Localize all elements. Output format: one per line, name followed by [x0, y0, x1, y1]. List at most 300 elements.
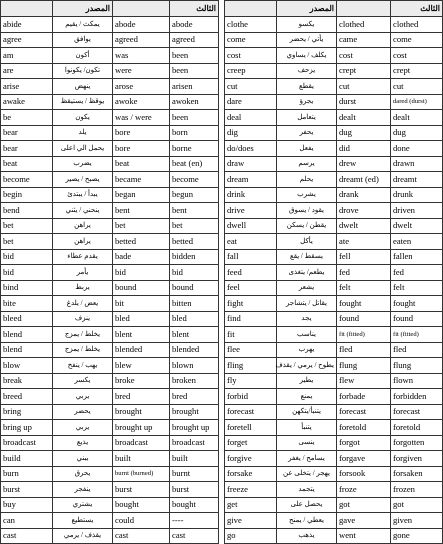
verb-past-cell: brought up [113, 420, 170, 436]
verb-base-cell: be [1, 110, 53, 126]
arabic-meaning-cell: يحفر [277, 125, 337, 141]
verb-participle-cell: bred [170, 389, 219, 405]
verb-participle-cell: fed [391, 265, 443, 281]
verb-participle-cell: bid [170, 265, 219, 281]
verb-past-cell: blew [113, 358, 170, 374]
verb-participle-cell: bent [170, 203, 219, 219]
verb-base-cell: bet [1, 234, 53, 250]
verb-participle-cell: bought [170, 497, 219, 513]
verb-base-cell: break [1, 373, 53, 389]
table-row [225, 497, 443, 513]
verb-past-cell: dug [337, 125, 391, 141]
arabic-meaning-cell: يجرؤ [277, 94, 337, 110]
arabic-meaning-cell: يحصل على [277, 497, 337, 513]
verb-participle-cell: brought up [170, 420, 219, 436]
table-row [225, 32, 443, 48]
table-row [225, 451, 443, 467]
verb-participle-cell: given [391, 513, 443, 529]
verb-base-cell: bear [1, 141, 53, 157]
arabic-meaning-cell: يمنع [277, 389, 337, 405]
table-row [1, 249, 219, 265]
verb-past-cell: cast [113, 528, 170, 544]
verb-past-cell: forsook [337, 466, 391, 482]
arabic-meaning-cell: ينفجر [53, 482, 113, 498]
verb-base-cell: cast [1, 528, 53, 544]
table-row [225, 358, 443, 374]
verb-past-cell: broke [113, 373, 170, 389]
verb-base-cell: can [1, 513, 53, 529]
verb-base-cell: bind [1, 280, 53, 296]
verb-participle-cell: driven [391, 203, 443, 219]
arabic-meaning-cell: يعطي / يمنح [277, 513, 337, 529]
table-row [225, 234, 443, 250]
verb-base-cell: awake [1, 94, 53, 110]
arabic-meaning-cell: يحلم [277, 172, 337, 188]
arabic-meaning-cell: يربي [53, 420, 113, 436]
table-row [225, 218, 443, 234]
table-row [225, 404, 443, 420]
verb-participle-cell: fought [391, 296, 443, 312]
verb-past-cell: fit (fitted) [337, 327, 391, 343]
verb-past-cell: bade [113, 249, 170, 265]
table-row [225, 373, 443, 389]
arabic-meaning-cell: تكون/ يكونوا [53, 63, 113, 79]
arabic-meaning-cell: يذيع [53, 435, 113, 451]
verb-base-cell: broadcast [1, 435, 53, 451]
arabic-meaning-cell: يحرق [53, 466, 113, 482]
table-row [225, 156, 443, 172]
verb-base-cell: dream [225, 172, 277, 188]
table-row [1, 17, 219, 33]
verb-participle-cell: abode [170, 17, 219, 33]
arabic-meaning-cell: يقطن / يسكن [277, 218, 337, 234]
verb-past-cell: flew [337, 373, 391, 389]
verb-participle-cell: dared (durst) [391, 94, 443, 110]
verb-base-cell: begin [1, 187, 53, 203]
table-row [225, 513, 443, 529]
verb-base-cell: bet [1, 218, 53, 234]
verb-past-cell: arose [113, 79, 170, 95]
verb-past-cell: froze [337, 482, 391, 498]
verb-past-cell: forecast [337, 404, 391, 420]
arabic-meaning-cell: يرسم [277, 156, 337, 172]
verb-past-cell: did [337, 141, 391, 157]
verb-base-cell: blend [1, 342, 53, 358]
column-header [337, 1, 391, 17]
verb-past-cell: could [113, 513, 170, 529]
arabic-meaning-cell: ينهض [53, 79, 113, 95]
verb-base-cell: breed [1, 389, 53, 405]
table-row [1, 63, 219, 79]
arabic-meaning-cell: يصبح / يصير [53, 172, 113, 188]
verb-participle-cell: eaten [391, 234, 443, 250]
verb-base-cell: fall [225, 249, 277, 265]
arabic-meaning-cell: ينسى [277, 435, 337, 451]
verb-base-cell: blow [1, 358, 53, 374]
arabic-meaning-cell: يتنبأ [277, 420, 337, 436]
verb-base-cell: dwell [225, 218, 277, 234]
verb-base-cell: forgive [225, 451, 277, 467]
verb-past-cell: foretold [337, 420, 391, 436]
verb-participle-cell: dreamt [391, 172, 443, 188]
arabic-meaning-cell: يكلف / يساوي [277, 48, 337, 64]
arabic-meaning-cell: يجد [277, 311, 337, 327]
verb-participle-cell: bidden [170, 249, 219, 265]
table-row [1, 327, 219, 343]
table-row [225, 420, 443, 436]
verb-base-cell: become [1, 172, 53, 188]
verb-participle-cell: forsaken [391, 466, 443, 482]
arabic-meaning-cell: يتجمد [277, 482, 337, 498]
verb-past-cell: bet [113, 218, 170, 234]
table-row [1, 296, 219, 312]
verb-past-cell: forgot [337, 435, 391, 451]
arabic-meaning-cell: يأكل [277, 234, 337, 250]
column-header [113, 1, 170, 17]
arabic-meaning-cell: يقود / يسوق [277, 203, 337, 219]
verb-past-cell: bore [113, 141, 170, 157]
table-row [225, 389, 443, 405]
verb-past-cell: got [337, 497, 391, 513]
verb-base-cell: find [225, 311, 277, 327]
arabic-meaning-cell: يشرب [277, 187, 337, 203]
table-row [1, 32, 219, 48]
arabic-meaning-cell: يقطع [277, 79, 337, 95]
verb-base-cell: are [1, 63, 53, 79]
table-row [225, 280, 443, 296]
verb-past-cell: broadcast [113, 435, 170, 451]
verb-participle-cell: dealt [391, 110, 443, 126]
arabic-meaning-cell: يضرب [53, 156, 113, 172]
verb-participle-cell: burst [170, 482, 219, 498]
verb-base-cell: fight [225, 296, 277, 312]
verb-participle-cell: borne [170, 141, 219, 157]
arabic-meaning-cell: يراهن [53, 234, 113, 250]
verb-past-cell: awoke [113, 94, 170, 110]
arabic-meaning-cell: يحمل الي اعلى [53, 141, 113, 157]
verb-base-cell: drive [225, 203, 277, 219]
table-row [225, 327, 443, 343]
verb-past-cell: dwelt [337, 218, 391, 234]
verb-participle-cell: been [170, 48, 219, 64]
arabic-meaning-cell: يطير [277, 373, 337, 389]
verb-past-cell: bound [113, 280, 170, 296]
column-header: المصدر [53, 1, 113, 17]
verb-past-cell: bent [113, 203, 170, 219]
verb-base-cell: am [1, 48, 53, 64]
verb-participle-cell: drunk [391, 187, 443, 203]
verb-past-cell: came [337, 32, 391, 48]
verb-participle-cell: dwelt [391, 218, 443, 234]
table-row [1, 48, 219, 64]
table-row [225, 172, 443, 188]
verb-past-cell: fought [337, 296, 391, 312]
arabic-meaning-cell: يهجر / يتخلى عن [277, 466, 337, 482]
verb-past-cell: fled [337, 342, 391, 358]
arabic-meaning-cell: يهرب [277, 342, 337, 358]
verb-base-cell: burst [1, 482, 53, 498]
table-row [1, 513, 219, 529]
table-row [1, 94, 219, 110]
column-header: الثالث [170, 1, 219, 17]
verb-participle-cell: forgiven [391, 451, 443, 467]
verb-participle-cell: broadcast [170, 435, 219, 451]
verb-past-cell: found [337, 311, 391, 327]
table-row [1, 218, 219, 234]
verb-past-cell: crept [337, 63, 391, 79]
verb-base-cell: abide [1, 17, 53, 33]
table-row [1, 265, 219, 281]
table-row [225, 528, 443, 544]
verb-past-cell: forbade [337, 389, 391, 405]
table-row [225, 63, 443, 79]
verb-past-cell: bid [113, 265, 170, 281]
column-header [1, 1, 53, 17]
verb-base-cell: fly [225, 373, 277, 389]
verb-past-cell: blended [113, 342, 170, 358]
table-row [225, 435, 443, 451]
table-row [1, 420, 219, 436]
verb-past-cell: brought [113, 404, 170, 420]
verb-base-cell: bear [1, 125, 53, 141]
verb-participle-cell: flung [391, 358, 443, 374]
table-row [1, 435, 219, 451]
verb-participle-cell: built [170, 451, 219, 467]
arabic-meaning-cell: يسقط / يقع [277, 249, 337, 265]
arabic-meaning-cell: يتنبأ/يتكهن [277, 404, 337, 420]
table-row [1, 110, 219, 126]
verb-past-cell: agreed [113, 32, 170, 48]
verb-base-cell: clothe [225, 17, 277, 33]
table-row [225, 141, 443, 157]
verb-past-cell: gave [337, 513, 391, 529]
verb-past-cell: felt [337, 280, 391, 296]
verb-base-cell: arise [1, 79, 53, 95]
verb-participle-cell: fit (fitted) [391, 327, 443, 343]
verb-base-cell: bite [1, 296, 53, 312]
arabic-meaning-cell: يخلط / يمزج [53, 327, 113, 343]
verb-participle-cell: cost [391, 48, 443, 64]
verb-participle-cell: fallen [391, 249, 443, 265]
verb-base-cell: cost [225, 48, 277, 64]
header-row [1, 1, 219, 17]
arabic-meaning-cell: يمكث / يقيم [53, 17, 113, 33]
table-row [1, 187, 219, 203]
verb-base-cell: feed [225, 265, 277, 281]
verb-past-cell: fell [337, 249, 391, 265]
arabic-meaning-cell: يشتري [53, 497, 113, 513]
table-row [225, 17, 443, 33]
table-row [1, 358, 219, 374]
verb-past-cell: beat [113, 156, 170, 172]
arabic-meaning-cell: يخلط / يمزج [53, 342, 113, 358]
verb-base-cell: bid [1, 249, 53, 265]
verb-participle-cell: bound [170, 280, 219, 296]
verb-past-cell: bred [113, 389, 170, 405]
table-row [1, 466, 219, 482]
table-row [1, 451, 219, 467]
verb-base-cell: burn [1, 466, 53, 482]
verb-participle-cell: been [170, 110, 219, 126]
verb-past-cell: durst [337, 94, 391, 110]
verb-participle-cell: bled [170, 311, 219, 327]
verb-past-cell: bought [113, 497, 170, 513]
verb-base-cell: feel [225, 280, 277, 296]
arabic-meaning-cell: يربط [53, 280, 113, 296]
arabic-meaning-cell: يتعامل [277, 110, 337, 126]
verb-base-cell: bid [1, 265, 53, 281]
verb-participle-cell: arisen [170, 79, 219, 95]
verb-base-cell: buy [1, 497, 53, 513]
verb-participle-cell: burnt [170, 466, 219, 482]
arabic-meaning-cell: ينحني / يثني [53, 203, 113, 219]
verb-participle-cell: agreed [170, 32, 219, 48]
verb-participle-cell: fled [391, 342, 443, 358]
column-header [225, 1, 277, 17]
table-row [225, 482, 443, 498]
arabic-meaning-cell: يقذف / يرمي [53, 528, 113, 544]
verb-past-cell: abode [113, 17, 170, 33]
arabic-meaning-cell: يعض / يلدغ [53, 296, 113, 312]
verb-base-cell: dig [225, 125, 277, 141]
verb-base-cell: dare [225, 94, 277, 110]
verb-past-cell: began [113, 187, 170, 203]
verb-base-cell: build [1, 451, 53, 467]
verb-base-cell: drink [225, 187, 277, 203]
arabic-meaning-cell: يقدم عطاء [53, 249, 113, 265]
verb-past-cell: dealt [337, 110, 391, 126]
table-row [225, 48, 443, 64]
verb-past-cell: was / were [113, 110, 170, 126]
arabic-meaning-cell: ينزف [53, 311, 113, 327]
arabic-meaning-cell: يناسب [277, 327, 337, 343]
verb-past-cell: drank [337, 187, 391, 203]
arabic-meaning-cell: يستطيع [53, 513, 113, 529]
arabic-meaning-cell: يأمر [53, 265, 113, 281]
verb-participle-cell: beat (en) [170, 156, 219, 172]
table-row [225, 342, 443, 358]
arabic-meaning-cell: يهب / ينفخ [53, 358, 113, 374]
verb-past-cell: flung [337, 358, 391, 374]
arabic-meaning-cell: يذهب [277, 528, 337, 544]
irregular-verbs-table-left [0, 0, 219, 544]
verb-base-cell: get [225, 497, 277, 513]
verb-participle-cell: foretold [391, 420, 443, 436]
verb-participle-cell: begun [170, 187, 219, 203]
verb-participle-cell: broken [170, 373, 219, 389]
table-row [1, 156, 219, 172]
arabic-meaning-cell: يربي [53, 389, 113, 405]
verb-past-cell: blent [113, 327, 170, 343]
verb-base-cell: beat [1, 156, 53, 172]
arabic-meaning-cell: يشعر [277, 280, 337, 296]
table-row [1, 528, 219, 544]
arabic-meaning-cell: يزحف [277, 63, 337, 79]
verb-past-cell: built [113, 451, 170, 467]
arabic-meaning-cell: يبني [53, 451, 113, 467]
arabic-meaning-cell: يكسر [53, 373, 113, 389]
arabic-meaning-cell: يطوح / يرمي / يقذف [277, 358, 337, 374]
verb-base-cell: give [225, 513, 277, 529]
verb-base-cell: bend [1, 203, 53, 219]
verb-past-cell: ate [337, 234, 391, 250]
verb-participle-cell: blended [170, 342, 219, 358]
arabic-meaning-cell: يلد [53, 125, 113, 141]
verb-participle-cell: bitten [170, 296, 219, 312]
verb-participle-cell: come [391, 32, 443, 48]
verb-base-cell: deal [225, 110, 277, 126]
table-row [225, 187, 443, 203]
table-row [1, 497, 219, 513]
verb-base-cell: freeze [225, 482, 277, 498]
table-row [225, 311, 443, 327]
verb-participle-cell: cut [391, 79, 443, 95]
verb-base-cell: forsake [225, 466, 277, 482]
table-row [1, 311, 219, 327]
verb-base-cell: come [225, 32, 277, 48]
verb-base-cell: forget [225, 435, 277, 451]
header-row [225, 1, 443, 17]
verb-participle-cell: blent [170, 327, 219, 343]
column-header: الثالث [391, 1, 443, 17]
verb-participle-cell: done [391, 141, 443, 157]
verb-participle-cell: awoken [170, 94, 219, 110]
table-row [225, 94, 443, 110]
verb-past-cell: dreamt (ed) [337, 172, 391, 188]
verb-past-cell: burst [113, 482, 170, 498]
arabic-meaning-cell: يوافق [53, 32, 113, 48]
verb-past-cell: bore [113, 125, 170, 141]
table-row [1, 125, 219, 141]
table-row [225, 110, 443, 126]
verb-base-cell: forbid [225, 389, 277, 405]
verb-base-cell: fling [225, 358, 277, 374]
arabic-meaning-cell: يأتي / يحضر [277, 32, 337, 48]
verb-base-cell: cut [225, 79, 277, 95]
table-row [225, 466, 443, 482]
verb-base-cell: agree [1, 32, 53, 48]
table-row [225, 249, 443, 265]
verb-base-cell: creep [225, 63, 277, 79]
table-row [225, 125, 443, 141]
table-row [1, 234, 219, 250]
verb-past-cell: burnt (burned) [113, 466, 170, 482]
verb-past-cell: cost [337, 48, 391, 64]
arabic-meaning-cell: أكون [53, 48, 113, 64]
verb-participle-cell: cast [170, 528, 219, 544]
verb-past-cell: clothed [337, 17, 391, 33]
verb-participle-cell: gone [391, 528, 443, 544]
verb-base-cell: forecast [225, 404, 277, 420]
table-row [1, 79, 219, 95]
arabic-meaning-cell: يكون [53, 110, 113, 126]
verb-past-cell: went [337, 528, 391, 544]
verb-participle-cell: been [170, 63, 219, 79]
verb-participle-cell: crept [391, 63, 443, 79]
table-row [1, 373, 219, 389]
verb-participle-cell: ---- [170, 513, 219, 529]
verb-base-cell: go [225, 528, 277, 544]
verb-participle-cell: bet [170, 218, 219, 234]
verb-participle-cell: frozen [391, 482, 443, 498]
verb-base-cell: fit [225, 327, 277, 343]
verb-base-cell: bring [1, 404, 53, 420]
verb-past-cell: cut [337, 79, 391, 95]
arabic-meaning-cell: يكسو [277, 17, 337, 33]
verb-participle-cell: become [170, 172, 219, 188]
column-header: المصدر [277, 1, 337, 17]
verb-participle-cell: flown [391, 373, 443, 389]
